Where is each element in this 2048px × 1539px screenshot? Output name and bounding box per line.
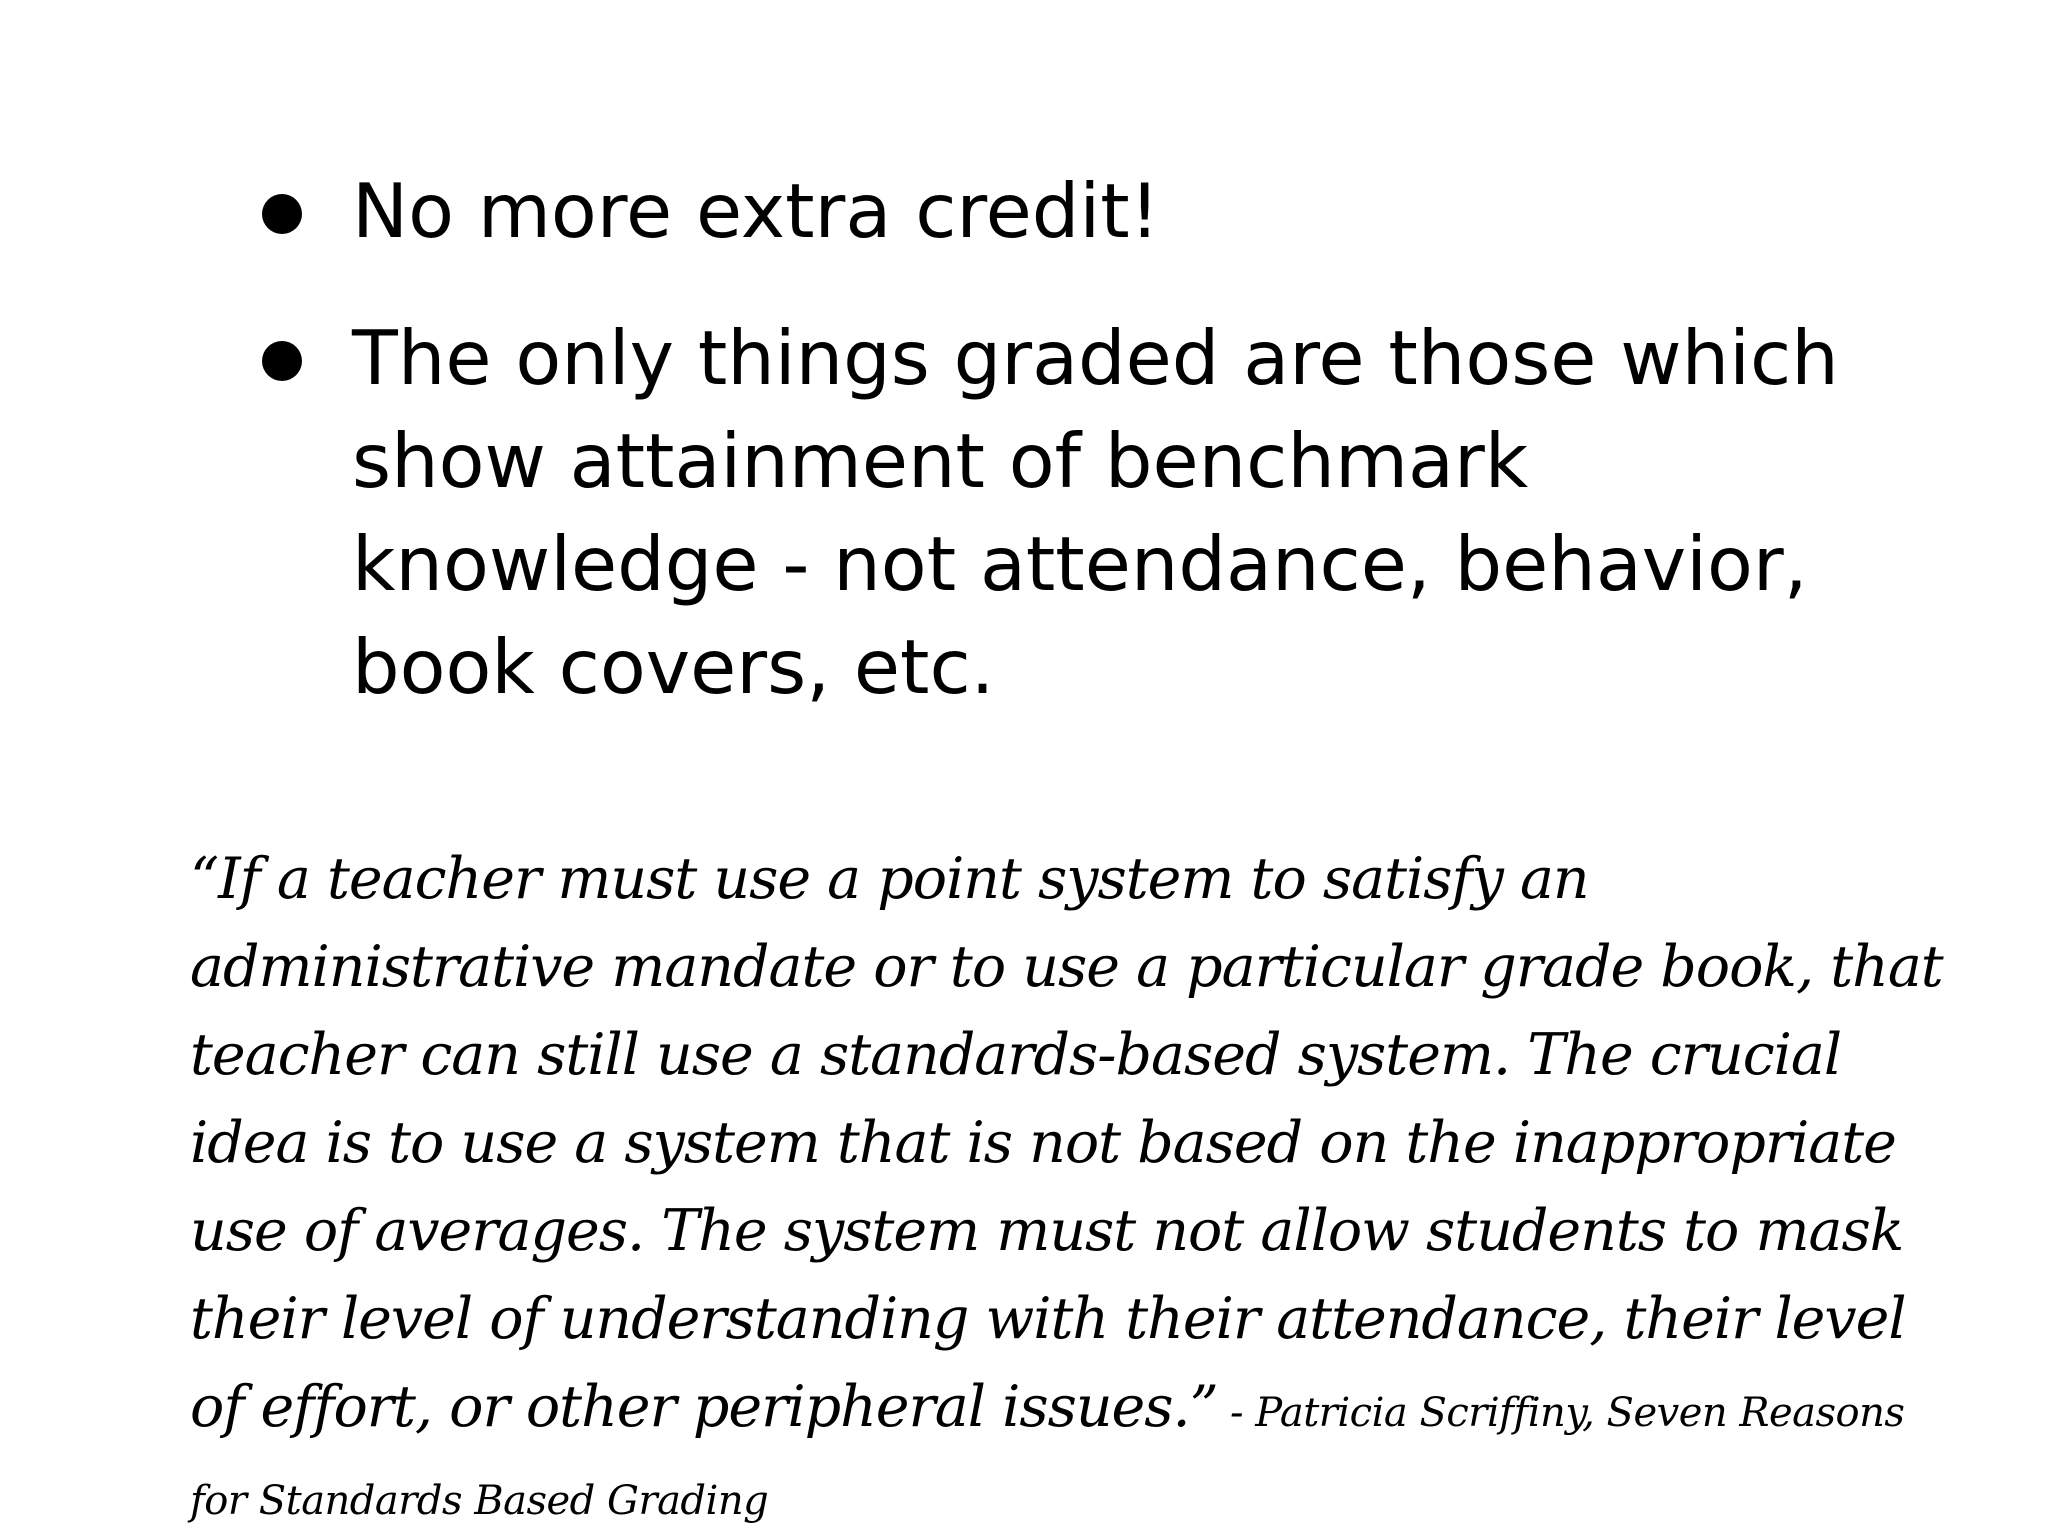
bullet-list [260, 160, 1880, 763]
bullet-dot-icon [262, 194, 302, 234]
bullet-dot-icon [262, 341, 302, 381]
bullet-item [260, 160, 1880, 263]
quote-attribution: - Patricia Scriffiny, Seven Reasons for Standards Based Grading [190, 1390, 1905, 1524]
bullet-text: No more extra credit! [352, 167, 1160, 255]
quote-block [190, 835, 1950, 1539]
quote-text: “If a teacher must use a point system to satisfy an administrative mandate or to use a particular grade book, that teacher can still use a standards-based system. The crucial idea is to use a system that is not based on the inappropriate use of averages. The system must not allow students to mask their level of understanding with their attendance, their level of effort, or other peripheral issues.” [190, 846, 1943, 1440]
bullet-item [260, 307, 1880, 719]
bullet-text: The only things graded are those which show attainment of benchmark knowledge - not attendance, behavior, book covers, etc. [352, 314, 1839, 711]
